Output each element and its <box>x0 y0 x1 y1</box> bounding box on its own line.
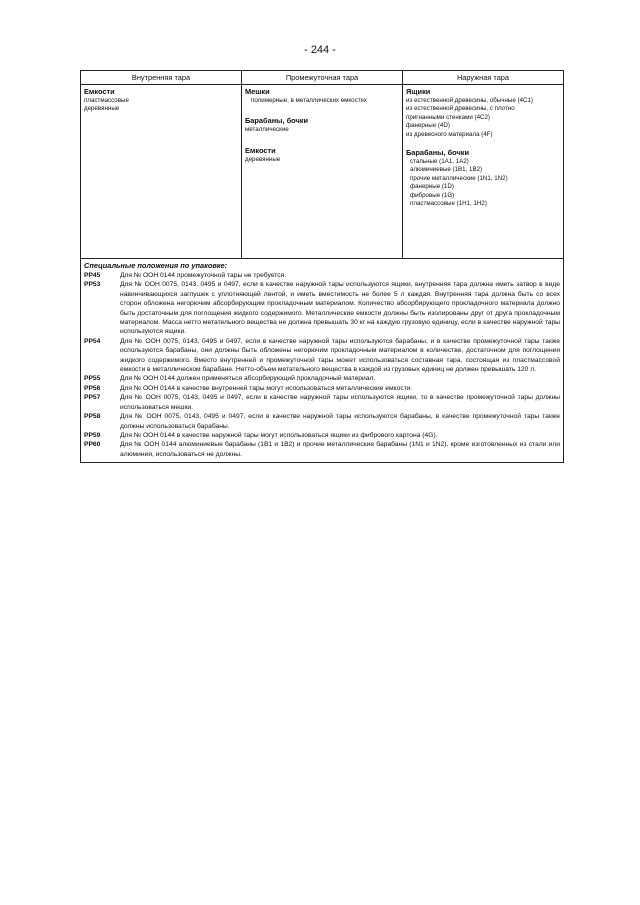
provision-row <box>84 337 560 375</box>
provision-code: PP59 <box>84 431 101 439</box>
provision-code: PP55 <box>84 375 101 383</box>
section-heading: Емкости <box>84 87 115 96</box>
provision-text: Для № ООН 0075, 0143, 0495 и 0497, если в качестве наружной тары используются барабаны, в качестве промежуточной тары также должны использоваться барабаны. <box>120 413 560 430</box>
packaging-columns <box>81 85 563 259</box>
list-item: алюминиевые (1B1, 1B2) <box>410 166 483 174</box>
page-number: - 244 - <box>304 44 336 56</box>
provision-code: PP58 <box>84 413 101 421</box>
provision-text: Для № ООН 0144 алюминиевые барабаны (1B1 и 1B2) и прочие металлические барабаны (1N1 и 1N2), кроме изготовленных из стали или алюминия, использоваться не должны. <box>120 441 560 458</box>
intermediate-packaging-column <box>242 85 403 258</box>
special-provisions-title: Специальные положения по упаковке: <box>84 261 228 270</box>
provision-row <box>84 384 560 393</box>
provision-code: PP56 <box>84 384 101 392</box>
provision-code: PP53 <box>84 281 101 289</box>
provision-text: Для № ООН 0144 в качестве наружной тары могут использоваться ящики из фибрового картона (4G). <box>120 431 438 439</box>
list-item: стальные (1A1, 1A2) <box>410 158 469 166</box>
section-heading: Емкости <box>245 145 276 155</box>
list-item: деревянные <box>245 155 281 163</box>
provision-row <box>84 280 560 336</box>
provision-text: Для № ООН 0144 должен применяться абсорбирующий прокладочный материал. <box>120 375 376 383</box>
list-item: из естественной древесины, с плотно <box>406 105 515 113</box>
provision-code: PP60 <box>84 441 101 449</box>
section-heading: Ящики <box>406 87 431 96</box>
inner-packaging-column <box>81 85 242 258</box>
list-item: из естественной древесины, обычные (4C1) <box>406 97 533 104</box>
provision-text: Для № ООН 0144 промежуточной тары не требуется. <box>120 272 287 279</box>
provision-row <box>84 393 560 412</box>
section-heading: Барабаны, бочки <box>406 148 470 158</box>
provision-row <box>84 431 560 440</box>
section-heading: Мешки <box>245 87 270 96</box>
outer-packaging-column <box>403 85 563 258</box>
provision-text: Для № ООН 0144 в качестве внутренней тары могут использоваться металлические емкости. <box>120 384 413 392</box>
provision-text: Для № ООН 0075, 0143, 0495 и 0497, если в качестве наружной тары используются ящики, то в качестве промежуточной тары должны использоваться мешки. <box>120 394 560 411</box>
list-item: деревянные <box>84 105 120 113</box>
header-outer-packaging: Наружная тара <box>456 73 510 82</box>
section-heading: Барабаны, бочки <box>245 116 309 126</box>
header-intermediate-packaging: Промежуточная тара <box>242 71 403 84</box>
list-item: прочие металлические (1N1, 1N2) <box>410 174 508 182</box>
provision-code: PP54 <box>84 337 101 345</box>
table-header-row <box>81 71 563 85</box>
list-item: фибровые (1G) <box>410 191 455 199</box>
list-item: пластмассовые (1H1, 1H2) <box>410 200 487 208</box>
provision-row <box>84 271 560 280</box>
list-item: фанерные (4D) <box>406 122 450 130</box>
list-item: полимерные, в металлических емкостях <box>251 97 367 104</box>
provision-row <box>84 374 560 383</box>
list-item: из древесного материала (4F) <box>406 130 493 138</box>
provision-text: Для № ООН 0075, 0143, 0495 и 0497, если в качестве наружной тары используются ящики, внутренняя тара должна иметь затвор в виде навинчивающихся заглушек с уплотняющей лентой, и иметь вместимость не более 5 л каждая. Внутренняя тара должна быть со всех сторон обложена негорючим абсорбирующим прокладочным материалом. Количество абсорбирующего прокладочного материала должно быть достаточным для поглощения жидкого содержимого. Металлические емкости должны быть изолированы друг от друга прокладочным материалом. Масса нетто метательного вещества не должна превышать 30 кг на каждую грузовую единицу, если в качестве наружной тары используются ящики. <box>120 281 560 336</box>
packing-instruction-table <box>80 70 564 463</box>
provision-text: Для № ООН 0075, 0143, 0495 и 0497, если в качестве наружной тары используются барабаны, и в качестве промежуточной тары также используются барабаны, они должны быть обложены негорючим прокладочным материалом в количестве, достаточном для поглощения жидкого содержимого. Вместо внутренней и промежуточной тары может использоваться составная тара, состоящая из пластмассовой емкости в металлическом барабане. Нетто-объем метательного вещества в каждой из грузовых единиц не должен превышать 120 л. <box>120 337 560 374</box>
list-item: фанерные (1D) <box>410 183 454 191</box>
special-provisions-section <box>81 259 563 462</box>
list-item: пластмассовые <box>84 97 129 104</box>
provision-row <box>84 412 560 431</box>
list-item: пригнанными стенками (4C2) <box>406 113 490 121</box>
provision-code: PP57 <box>84 394 101 402</box>
list-item: металлические <box>245 126 289 134</box>
provision-code: PP45 <box>84 272 101 279</box>
provision-row <box>84 440 560 459</box>
header-inner-packaging: Внутренняя тара <box>81 71 242 84</box>
